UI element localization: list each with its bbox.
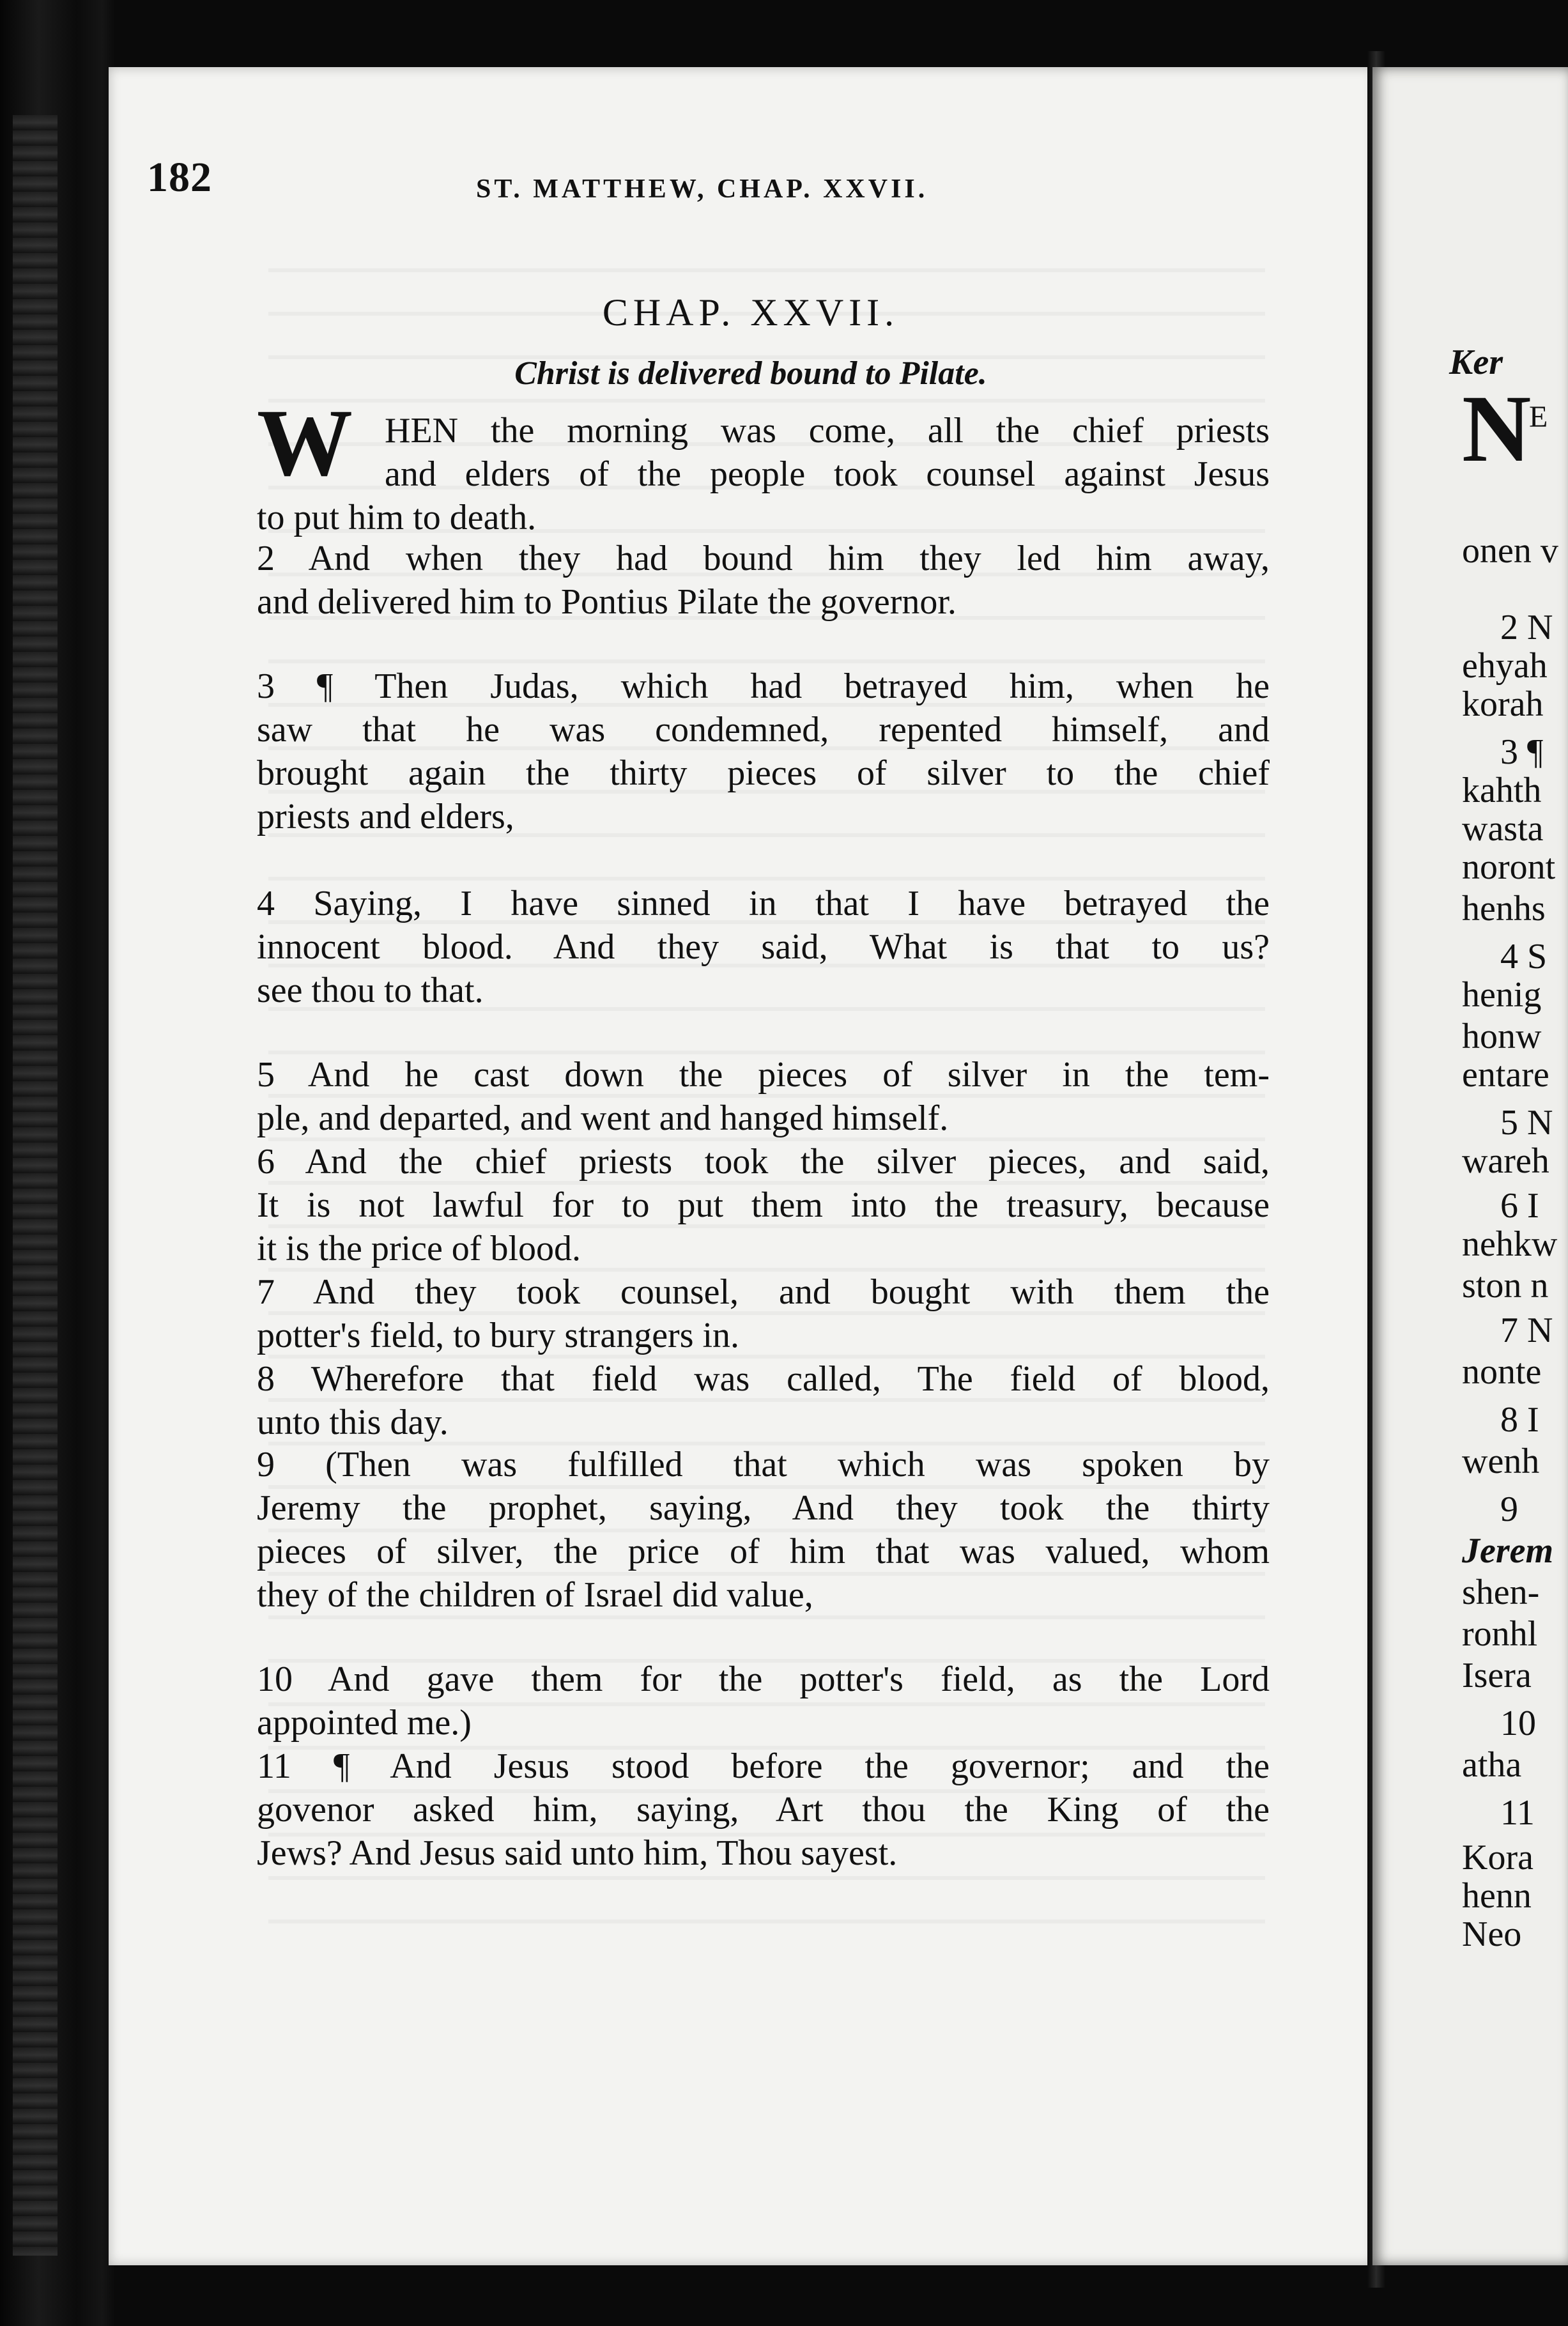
text-line: they of the children of Israel did value, [257,1575,813,1615]
bleed-line [268,1920,1265,1923]
right-page-fragment: Isera [1462,1656,1532,1695]
text-line: It is not lawful for to put them into the treasury, because [257,1185,1270,1225]
text-line: 3 ¶ Then Judas, which had betrayed him, when he [257,666,1270,706]
right-page-fragment: entare [1462,1055,1549,1095]
running-head: ST. MATTHEW, CHAP. XXVII. [476,174,928,204]
text-line: Jews? And Jesus said unto him, Thou sayest. [257,1833,898,1873]
text-line: innocent blood. And they said, What is that to us? [257,927,1270,967]
drop-cap: W [257,390,354,496]
text-line: govenor asked him, saying, Art thou the King of the [257,1790,1270,1829]
text-line: to put him to death. [257,498,537,537]
text-line: 5 And he cast down the pieces of silver in the tem- [257,1055,1270,1095]
right-page-fragment: henn [1462,1876,1532,1916]
right-page-fragment: 4 S [1500,937,1548,976]
bleed-line [268,877,1265,881]
right-page-fragment: wasta [1462,809,1544,849]
chapter-title: CHAP. XXVII. [602,291,900,334]
right-page-fragment: wareh [1462,1141,1549,1181]
book-binding-edge [13,115,58,2256]
right-page-fragment: noront [1462,847,1556,887]
right-page-fragment: 6 I [1500,1186,1539,1226]
right-page-fragment: honw [1462,1017,1542,1056]
right-page-fragment: Kora [1462,1838,1533,1877]
text-line: priests and elders, [257,797,514,836]
right-page-fragment: shen- [1462,1573,1540,1612]
text-line: see thou to that. [257,971,484,1010]
right-page-fragment: henhs [1462,889,1546,928]
right-page-drop-cap: N [1462,376,1532,482]
right-page-fragment: ston n [1462,1266,1549,1305]
bleed-line [268,268,1265,272]
right-page-fragment: 3 ¶ [1500,732,1544,772]
text-line: ple, and departed, and went and hanged himself. [257,1098,949,1138]
text-line: 11 ¶ And Jesus stood before the governor; and the [257,1746,1270,1786]
right-page-fragment: 11 [1500,1793,1535,1833]
text-line: HEN the morning was come, all the chief priests [385,411,1270,451]
right-page-fragment: nonte [1462,1352,1542,1392]
text-line: 9 (Then was fulfilled that which was spoken by [257,1445,1270,1484]
right-page-fragment: onen v [1462,531,1558,571]
right-page-fragment: korah [1462,684,1544,724]
bleed-line [268,399,1265,403]
right-page-fragment: Jerem [1462,1531,1554,1571]
page-number: 182 [147,154,212,201]
text-line: it is the price of blood. [257,1229,581,1268]
right-page-fragment: 7 N [1500,1311,1553,1350]
right-page [1372,67,1568,2265]
right-page-fragment: nehkw [1462,1224,1558,1264]
right-page-heading-fragment: Ker [1449,343,1503,382]
text-line: and elders of the people took counsel against Jesus [385,454,1270,494]
right-page-fragment: henig [1462,975,1542,1015]
right-page-fragment: 10 [1500,1704,1536,1743]
right-page-drop-cap-sup: E [1529,400,1548,434]
text-line: potter's field, to bury strangers in. [257,1316,740,1355]
right-page-fragment: atha [1462,1745,1522,1785]
text-line: unto this day. [257,1403,449,1442]
text-line: 8 Wherefore that field was called, The field of blood, [257,1359,1270,1399]
right-page-fragment: ronhl [1462,1614,1538,1654]
right-page-fragment: 8 I [1500,1400,1539,1440]
right-page-fragment: 9 [1500,1490,1518,1529]
text-line: 2 And when they had bound him they led him away, [257,539,1270,578]
chapter-summary: Christ is delivered bound to Pilate. [514,355,987,392]
right-page-fragment: kahth [1462,771,1542,810]
text-line: and delivered him to Pontius Pilate the governor. [257,582,957,622]
text-line: appointed me.) [257,1703,472,1743]
right-page-fragment: ehyah [1462,646,1548,686]
text-line: 10 And gave them for the potter's field, as the Lord [257,1660,1270,1699]
text-line: saw that he was condemned, repented himself, and [257,710,1270,750]
bleed-line [268,1876,1265,1880]
bleed-line [268,659,1265,663]
text-line: pieces of silver, the price of him that was valued, whom [257,1532,1270,1571]
text-line: 4 Saying, I have sinned in that I have betrayed the [257,884,1270,923]
right-page-fragment: wenh [1462,1442,1540,1481]
right-page-fragment: 2 N [1500,608,1553,647]
text-line: 7 And they took counsel, and bought with them the [257,1272,1270,1312]
text-line: brought again the thirty pieces of silver to the chief [257,753,1270,793]
text-line: Jeremy the prophet, saying, And they took the thirty [257,1488,1270,1528]
text-line: 6 And the chief priests took the silver pieces, and said, [257,1142,1270,1182]
right-page-fragment: 5 N [1500,1103,1553,1143]
right-page-fragment: Neo [1462,1914,1522,1954]
